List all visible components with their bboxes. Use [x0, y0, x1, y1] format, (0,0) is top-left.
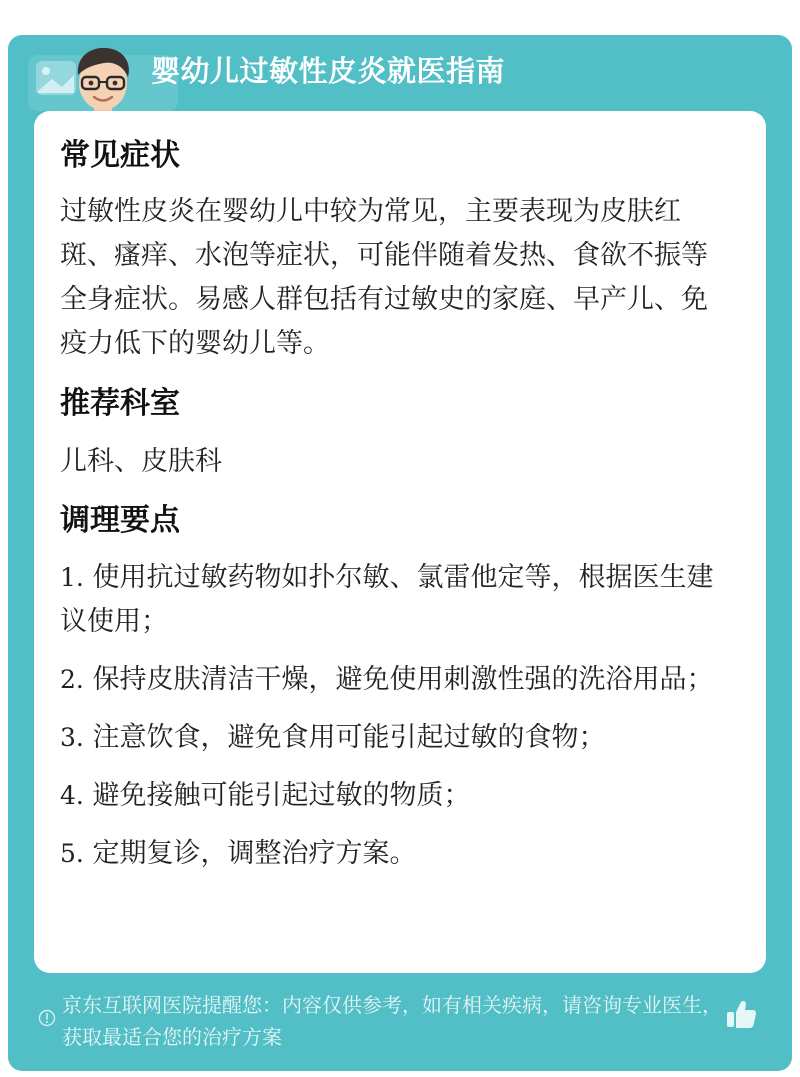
- page-title: 婴幼儿过敏性皮炎就医指南: [151, 54, 506, 88]
- list-item-text: 避免接触可能引起过敏的物质；: [92, 780, 471, 811]
- list-item: [60, 658, 730, 702]
- list-item: [60, 716, 730, 760]
- symptoms-text: 过敏性皮炎在婴幼儿中较为常见，主要表现为皮肤红斑、瘙痒、水泡等症状，可能伴随着发热、食欲不振等全身症状。易感人群包括有过敏史的家庭、早产儿、免疫力低下的婴幼儿等。: [60, 196, 708, 359]
- list-item-text: 使用抗过敏药物如扑尔敏、氯雷他定等，根据医生建议使用；: [60, 562, 714, 637]
- department-text: 儿科、皮肤科: [60, 446, 222, 477]
- list-item-number: 5.: [60, 839, 84, 868]
- list-item: [60, 556, 730, 644]
- section-title-symptoms: 常见症状: [60, 138, 180, 173]
- list-item-number: 2.: [60, 665, 84, 694]
- list-item-text: 保持皮肤清洁干燥，避免使用刺激性强的洗浴用品；: [92, 664, 714, 695]
- section-title-department: 推荐科室: [60, 386, 180, 421]
- disclaimer-text: 京东互联网医院提醒您：内容仅供参考，如有相关疾病，请咨询专业医生，获取最适合您的治疗方案: [62, 993, 722, 1049]
- list-item: [60, 832, 730, 876]
- care-tips-list: [60, 556, 730, 876]
- list-item: [60, 774, 730, 818]
- section-title-care: 调理要点: [60, 503, 180, 538]
- list-item-number: 1.: [60, 563, 84, 592]
- list-item-number: 3.: [60, 723, 84, 752]
- info-icon: [38, 1009, 56, 1027]
- list-item-number: 4.: [60, 781, 84, 810]
- footer: [8, 973, 792, 1071]
- thumbs-up-icon[interactable]: [724, 997, 758, 1031]
- guide-card-frame: [8, 35, 792, 1071]
- list-item-text: 定期复诊，调整治疗方案。: [92, 838, 417, 869]
- content-card: [34, 111, 766, 973]
- list-item-text: 注意饮食，避免食用可能引起过敏的食物；: [92, 722, 606, 753]
